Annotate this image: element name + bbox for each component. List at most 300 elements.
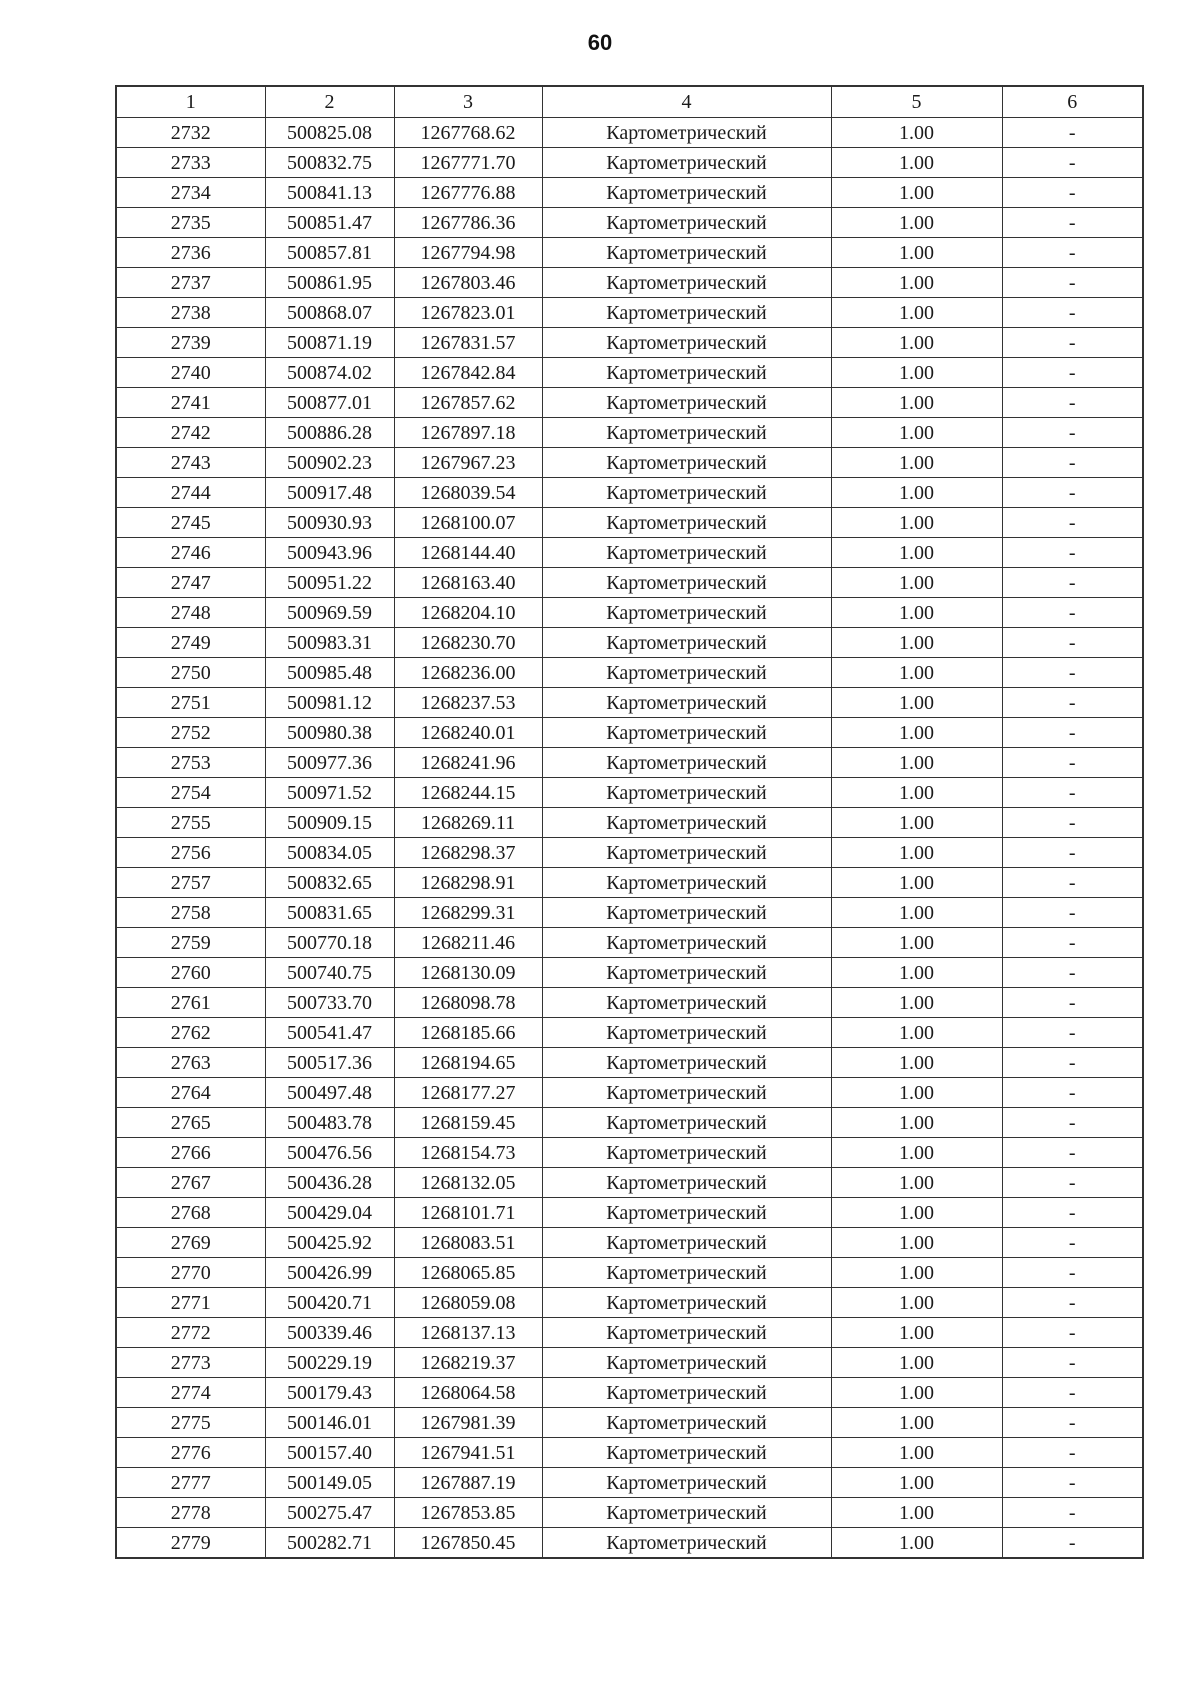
method-cell: Картометрический <box>542 388 831 418</box>
table-row <box>116 1108 1143 1138</box>
y-coordinate-cell: 1267887.19 <box>394 1468 542 1498</box>
column-header: 6 <box>1002 86 1143 118</box>
note-cell: - <box>1002 538 1143 568</box>
method-cell: Картометрический <box>542 418 831 448</box>
accuracy-cell: 1.00 <box>831 1528 1002 1559</box>
point-number-cell: 2759 <box>116 928 265 958</box>
accuracy-cell: 1.00 <box>831 1468 1002 1498</box>
y-coordinate-cell: 1267823.01 <box>394 298 542 328</box>
y-coordinate-cell: 1268269.11 <box>394 808 542 838</box>
page-number: 60 <box>587 30 613 55</box>
note-cell: - <box>1002 658 1143 688</box>
method-cell: Картометрический <box>542 748 831 778</box>
point-number-cell: 2766 <box>116 1138 265 1168</box>
method-cell: Картометрический <box>542 238 831 268</box>
y-coordinate-cell: 1267853.85 <box>394 1498 542 1528</box>
x-coordinate-cell: 500983.31 <box>265 628 394 658</box>
table-row <box>116 418 1143 448</box>
x-coordinate-cell: 500868.07 <box>265 298 394 328</box>
method-cell: Картометрический <box>542 1228 831 1258</box>
y-coordinate-cell: 1268083.51 <box>394 1228 542 1258</box>
note-cell: - <box>1002 688 1143 718</box>
x-coordinate-cell: 500886.28 <box>265 418 394 448</box>
note-cell: - <box>1002 838 1143 868</box>
table-row <box>116 1438 1143 1468</box>
accuracy-cell: 1.00 <box>831 1078 1002 1108</box>
point-number-cell: 2779 <box>116 1528 265 1559</box>
point-number-cell: 2778 <box>116 1498 265 1528</box>
note-cell: - <box>1002 928 1143 958</box>
table-row <box>116 1018 1143 1048</box>
table-row <box>116 178 1143 208</box>
method-cell: Картометрический <box>542 1048 831 1078</box>
y-coordinate-cell: 1268204.10 <box>394 598 542 628</box>
note-cell: - <box>1002 628 1143 658</box>
accuracy-cell: 1.00 <box>831 208 1002 238</box>
note-cell: - <box>1002 208 1143 238</box>
y-coordinate-cell: 1267981.39 <box>394 1408 542 1438</box>
x-coordinate-cell: 500834.05 <box>265 838 394 868</box>
point-number-cell: 2755 <box>116 808 265 838</box>
table-row <box>116 628 1143 658</box>
x-coordinate-cell: 500832.65 <box>265 868 394 898</box>
method-cell: Картометрический <box>542 838 831 868</box>
method-cell: Картометрический <box>542 1498 831 1528</box>
y-coordinate-cell: 1268177.27 <box>394 1078 542 1108</box>
y-coordinate-cell: 1268154.73 <box>394 1138 542 1168</box>
method-cell: Картометрический <box>542 358 831 388</box>
table-row <box>116 208 1143 238</box>
accuracy-cell: 1.00 <box>831 478 1002 508</box>
method-cell: Картометрический <box>542 148 831 178</box>
accuracy-cell: 1.00 <box>831 418 1002 448</box>
point-number-cell: 2769 <box>116 1228 265 1258</box>
accuracy-cell: 1.00 <box>831 598 1002 628</box>
note-cell: - <box>1002 1048 1143 1078</box>
point-number-cell: 2739 <box>116 328 265 358</box>
y-coordinate-cell: 1268211.46 <box>394 928 542 958</box>
point-number-cell: 2754 <box>116 778 265 808</box>
table-row <box>116 358 1143 388</box>
column-header: 4 <box>542 86 831 118</box>
method-cell: Картометрический <box>542 898 831 928</box>
accuracy-cell: 1.00 <box>831 148 1002 178</box>
table-row <box>116 808 1143 838</box>
x-coordinate-cell: 500420.71 <box>265 1288 394 1318</box>
y-coordinate-cell: 1268137.13 <box>394 1318 542 1348</box>
method-cell: Картометрический <box>542 1258 831 1288</box>
y-coordinate-cell: 1268236.00 <box>394 658 542 688</box>
point-number-cell: 2772 <box>116 1318 265 1348</box>
accuracy-cell: 1.00 <box>831 1138 1002 1168</box>
point-number-cell: 2743 <box>116 448 265 478</box>
x-coordinate-cell: 500985.48 <box>265 658 394 688</box>
x-coordinate-cell: 500877.01 <box>265 388 394 418</box>
method-cell: Картометрический <box>542 868 831 898</box>
point-number-cell: 2777 <box>116 1468 265 1498</box>
method-cell: Картометрический <box>542 1198 831 1228</box>
x-coordinate-cell: 500902.23 <box>265 448 394 478</box>
y-coordinate-cell: 1268132.05 <box>394 1168 542 1198</box>
point-number-cell: 2762 <box>116 1018 265 1048</box>
note-cell: - <box>1002 388 1143 418</box>
point-number-cell: 2773 <box>116 1348 265 1378</box>
x-coordinate-cell: 500436.28 <box>265 1168 394 1198</box>
point-number-cell: 2756 <box>116 838 265 868</box>
x-coordinate-cell: 500951.22 <box>265 568 394 598</box>
table-row <box>116 838 1143 868</box>
y-coordinate-cell: 1268163.40 <box>394 568 542 598</box>
point-number-cell: 2745 <box>116 508 265 538</box>
accuracy-cell: 1.00 <box>831 448 1002 478</box>
y-coordinate-cell: 1268144.40 <box>394 538 542 568</box>
table-row <box>116 238 1143 268</box>
x-coordinate-cell: 500157.40 <box>265 1438 394 1468</box>
accuracy-cell: 1.00 <box>831 1378 1002 1408</box>
point-number-cell: 2747 <box>116 568 265 598</box>
x-coordinate-cell: 500275.47 <box>265 1498 394 1528</box>
x-coordinate-cell: 500943.96 <box>265 538 394 568</box>
point-number-cell: 2749 <box>116 628 265 658</box>
point-number-cell: 2732 <box>116 118 265 148</box>
accuracy-cell: 1.00 <box>831 1498 1002 1528</box>
method-cell: Картометрический <box>542 298 831 328</box>
y-coordinate-cell: 1268039.54 <box>394 478 542 508</box>
y-coordinate-cell: 1268101.71 <box>394 1198 542 1228</box>
column-header: 5 <box>831 86 1002 118</box>
accuracy-cell: 1.00 <box>831 178 1002 208</box>
note-cell: - <box>1002 778 1143 808</box>
y-coordinate-cell: 1267897.18 <box>394 418 542 448</box>
table-row <box>116 448 1143 478</box>
accuracy-cell: 1.00 <box>831 508 1002 538</box>
note-cell: - <box>1002 1378 1143 1408</box>
method-cell: Картометрический <box>542 1528 831 1559</box>
y-coordinate-cell: 1267857.62 <box>394 388 542 418</box>
y-coordinate-cell: 1268159.45 <box>394 1108 542 1138</box>
method-cell: Картометрический <box>542 1408 831 1438</box>
x-coordinate-cell: 500917.48 <box>265 478 394 508</box>
table-row <box>116 598 1143 628</box>
y-coordinate-cell: 1268241.96 <box>394 748 542 778</box>
table-row <box>116 268 1143 298</box>
x-coordinate-cell: 500969.59 <box>265 598 394 628</box>
table-row <box>116 1078 1143 1108</box>
point-number-cell: 2775 <box>116 1408 265 1438</box>
accuracy-cell: 1.00 <box>831 748 1002 778</box>
accuracy-cell: 1.00 <box>831 328 1002 358</box>
accuracy-cell: 1.00 <box>831 298 1002 328</box>
method-cell: Картометрический <box>542 478 831 508</box>
y-coordinate-cell: 1268194.65 <box>394 1048 542 1078</box>
column-header: 2 <box>265 86 394 118</box>
table-row <box>116 478 1143 508</box>
point-number-cell: 2753 <box>116 748 265 778</box>
method-cell: Картометрический <box>542 688 831 718</box>
point-number-cell: 2770 <box>116 1258 265 1288</box>
point-number-cell: 2736 <box>116 238 265 268</box>
x-coordinate-cell: 500497.48 <box>265 1078 394 1108</box>
point-number-cell: 2771 <box>116 1288 265 1318</box>
method-cell: Картометрический <box>542 1378 831 1408</box>
method-cell: Картометрический <box>542 178 831 208</box>
y-coordinate-cell: 1267768.62 <box>394 118 542 148</box>
note-cell: - <box>1002 868 1143 898</box>
note-cell: - <box>1002 1438 1143 1468</box>
method-cell: Картометрический <box>542 718 831 748</box>
y-coordinate-cell: 1268298.37 <box>394 838 542 868</box>
accuracy-cell: 1.00 <box>831 718 1002 748</box>
method-cell: Картометрический <box>542 118 831 148</box>
table-row <box>116 298 1143 328</box>
x-coordinate-cell: 500930.93 <box>265 508 394 538</box>
note-cell: - <box>1002 1468 1143 1498</box>
point-number-cell: 2740 <box>116 358 265 388</box>
method-cell: Картометрический <box>542 1108 831 1138</box>
table-row <box>116 1258 1143 1288</box>
y-coordinate-cell: 1267831.57 <box>394 328 542 358</box>
accuracy-cell: 1.00 <box>831 1408 1002 1438</box>
note-cell: - <box>1002 598 1143 628</box>
method-cell: Картометрический <box>542 538 831 568</box>
table-row <box>116 778 1143 808</box>
note-cell: - <box>1002 508 1143 538</box>
method-cell: Картометрический <box>542 568 831 598</box>
point-number-cell: 2734 <box>116 178 265 208</box>
accuracy-cell: 1.00 <box>831 1288 1002 1318</box>
accuracy-cell: 1.00 <box>831 838 1002 868</box>
accuracy-cell: 1.00 <box>831 1258 1002 1288</box>
accuracy-cell: 1.00 <box>831 538 1002 568</box>
point-number-cell: 2774 <box>116 1378 265 1408</box>
point-number-cell: 2764 <box>116 1078 265 1108</box>
point-number-cell: 2757 <box>116 868 265 898</box>
point-number-cell: 2761 <box>116 988 265 1018</box>
x-coordinate-cell: 500541.47 <box>265 1018 394 1048</box>
y-coordinate-cell: 1268299.31 <box>394 898 542 928</box>
accuracy-cell: 1.00 <box>831 1018 1002 1048</box>
method-cell: Картометрический <box>542 808 831 838</box>
method-cell: Картометрический <box>542 508 831 538</box>
method-cell: Картометрический <box>542 208 831 238</box>
x-coordinate-cell: 500770.18 <box>265 928 394 958</box>
y-coordinate-cell: 1268219.37 <box>394 1348 542 1378</box>
method-cell: Картометрический <box>542 928 831 958</box>
accuracy-cell: 1.00 <box>831 898 1002 928</box>
method-cell: Картометрический <box>542 778 831 808</box>
point-number-cell: 2751 <box>116 688 265 718</box>
note-cell: - <box>1002 808 1143 838</box>
table-row <box>116 538 1143 568</box>
accuracy-cell: 1.00 <box>831 958 1002 988</box>
note-cell: - <box>1002 1138 1143 1168</box>
accuracy-cell: 1.00 <box>831 808 1002 838</box>
method-cell: Картометрический <box>542 1348 831 1378</box>
x-coordinate-cell: 500871.19 <box>265 328 394 358</box>
x-coordinate-cell: 500733.70 <box>265 988 394 1018</box>
table-row <box>116 1408 1143 1438</box>
point-number-cell: 2735 <box>116 208 265 238</box>
y-coordinate-cell: 1267967.23 <box>394 448 542 478</box>
accuracy-cell: 1.00 <box>831 658 1002 688</box>
accuracy-cell: 1.00 <box>831 118 1002 148</box>
x-coordinate-cell: 500229.19 <box>265 1348 394 1378</box>
x-coordinate-cell: 500429.04 <box>265 1198 394 1228</box>
table-row <box>116 1498 1143 1528</box>
note-cell: - <box>1002 718 1143 748</box>
note-cell: - <box>1002 1018 1143 1048</box>
table-row <box>116 868 1143 898</box>
accuracy-cell: 1.00 <box>831 988 1002 1018</box>
accuracy-cell: 1.00 <box>831 1438 1002 1468</box>
point-number-cell: 2776 <box>116 1438 265 1468</box>
method-cell: Картометрический <box>542 1018 831 1048</box>
y-coordinate-cell: 1267850.45 <box>394 1528 542 1559</box>
x-coordinate-cell: 500831.65 <box>265 898 394 928</box>
table-row <box>116 1468 1143 1498</box>
point-number-cell: 2742 <box>116 418 265 448</box>
column-header: 1 <box>116 86 265 118</box>
method-cell: Картометрический <box>542 988 831 1018</box>
point-number-cell: 2737 <box>116 268 265 298</box>
y-coordinate-cell: 1267794.98 <box>394 238 542 268</box>
note-cell: - <box>1002 178 1143 208</box>
point-number-cell: 2746 <box>116 538 265 568</box>
method-cell: Картометрический <box>542 958 831 988</box>
note-cell: - <box>1002 748 1143 778</box>
accuracy-cell: 1.00 <box>831 388 1002 418</box>
accuracy-cell: 1.00 <box>831 1168 1002 1198</box>
note-cell: - <box>1002 1078 1143 1108</box>
y-coordinate-cell: 1268130.09 <box>394 958 542 988</box>
accuracy-cell: 1.00 <box>831 778 1002 808</box>
table-row <box>116 1138 1143 1168</box>
x-coordinate-cell: 500971.52 <box>265 778 394 808</box>
table-row <box>116 148 1143 178</box>
point-number-cell: 2767 <box>116 1168 265 1198</box>
x-coordinate-cell: 500861.95 <box>265 268 394 298</box>
method-cell: Картометрический <box>542 1168 831 1198</box>
x-coordinate-cell: 500832.75 <box>265 148 394 178</box>
note-cell: - <box>1002 478 1143 508</box>
point-number-cell: 2744 <box>116 478 265 508</box>
table-row <box>116 1318 1143 1348</box>
x-coordinate-cell: 500981.12 <box>265 688 394 718</box>
x-coordinate-cell: 500476.56 <box>265 1138 394 1168</box>
x-coordinate-cell: 500874.02 <box>265 358 394 388</box>
y-coordinate-cell: 1268100.07 <box>394 508 542 538</box>
table-header <box>116 86 1143 118</box>
method-cell: Картометрический <box>542 328 831 358</box>
note-cell: - <box>1002 148 1143 178</box>
accuracy-cell: 1.00 <box>831 628 1002 658</box>
table-row <box>116 1228 1143 1258</box>
header-row <box>116 86 1143 118</box>
note-cell: - <box>1002 298 1143 328</box>
table-row <box>116 388 1143 418</box>
note-cell: - <box>1002 898 1143 928</box>
method-cell: Картометрический <box>542 448 831 478</box>
y-coordinate-cell: 1267803.46 <box>394 268 542 298</box>
y-coordinate-cell: 1268185.66 <box>394 1018 542 1048</box>
note-cell: - <box>1002 958 1143 988</box>
method-cell: Картометрический <box>542 1468 831 1498</box>
note-cell: - <box>1002 1348 1143 1378</box>
accuracy-cell: 1.00 <box>831 1108 1002 1138</box>
point-number-cell: 2758 <box>116 898 265 928</box>
x-coordinate-cell: 500825.08 <box>265 118 394 148</box>
y-coordinate-cell: 1267776.88 <box>394 178 542 208</box>
note-cell: - <box>1002 1318 1143 1348</box>
table-row <box>116 1198 1143 1228</box>
x-coordinate-cell: 500426.99 <box>265 1258 394 1288</box>
method-cell: Картометрический <box>542 628 831 658</box>
accuracy-cell: 1.00 <box>831 928 1002 958</box>
x-coordinate-cell: 500425.92 <box>265 1228 394 1258</box>
table-body <box>116 118 1143 1559</box>
table-row <box>116 1048 1143 1078</box>
method-cell: Картометрический <box>542 268 831 298</box>
y-coordinate-cell: 1268240.01 <box>394 718 542 748</box>
table-row <box>116 1168 1143 1198</box>
accuracy-cell: 1.00 <box>831 868 1002 898</box>
x-coordinate-cell: 500339.46 <box>265 1318 394 1348</box>
note-cell: - <box>1002 1528 1143 1559</box>
method-cell: Картометрический <box>542 658 831 688</box>
x-coordinate-cell: 500517.36 <box>265 1048 394 1078</box>
note-cell: - <box>1002 1108 1143 1138</box>
x-coordinate-cell: 500149.05 <box>265 1468 394 1498</box>
point-number-cell: 2765 <box>116 1108 265 1138</box>
y-coordinate-cell: 1268298.91 <box>394 868 542 898</box>
method-cell: Картометрический <box>542 1138 831 1168</box>
y-coordinate-cell: 1267771.70 <box>394 148 542 178</box>
table-row <box>116 988 1143 1018</box>
y-coordinate-cell: 1267786.36 <box>394 208 542 238</box>
x-coordinate-cell: 500909.15 <box>265 808 394 838</box>
x-coordinate-cell: 500146.01 <box>265 1408 394 1438</box>
y-coordinate-cell: 1267842.84 <box>394 358 542 388</box>
point-number-cell: 2763 <box>116 1048 265 1078</box>
note-cell: - <box>1002 1288 1143 1318</box>
y-coordinate-cell: 1268064.58 <box>394 1378 542 1408</box>
column-header: 3 <box>394 86 542 118</box>
note-cell: - <box>1002 1228 1143 1258</box>
y-coordinate-cell: 1267941.51 <box>394 1438 542 1468</box>
coordinates-table <box>115 85 1144 1559</box>
point-number-cell: 2733 <box>116 148 265 178</box>
accuracy-cell: 1.00 <box>831 238 1002 268</box>
y-coordinate-cell: 1268237.53 <box>394 688 542 718</box>
x-coordinate-cell: 500851.47 <box>265 208 394 238</box>
x-coordinate-cell: 500980.38 <box>265 718 394 748</box>
note-cell: - <box>1002 238 1143 268</box>
point-number-cell: 2768 <box>116 1198 265 1228</box>
note-cell: - <box>1002 358 1143 388</box>
note-cell: - <box>1002 1198 1143 1228</box>
point-number-cell: 2748 <box>116 598 265 628</box>
accuracy-cell: 1.00 <box>831 1318 1002 1348</box>
note-cell: - <box>1002 568 1143 598</box>
y-coordinate-cell: 1268065.85 <box>394 1258 542 1288</box>
note-cell: - <box>1002 448 1143 478</box>
method-cell: Картометрический <box>542 598 831 628</box>
table-row <box>116 928 1143 958</box>
accuracy-cell: 1.00 <box>831 688 1002 718</box>
table-row <box>116 658 1143 688</box>
x-coordinate-cell: 500282.71 <box>265 1528 394 1559</box>
table-row <box>116 1288 1143 1318</box>
